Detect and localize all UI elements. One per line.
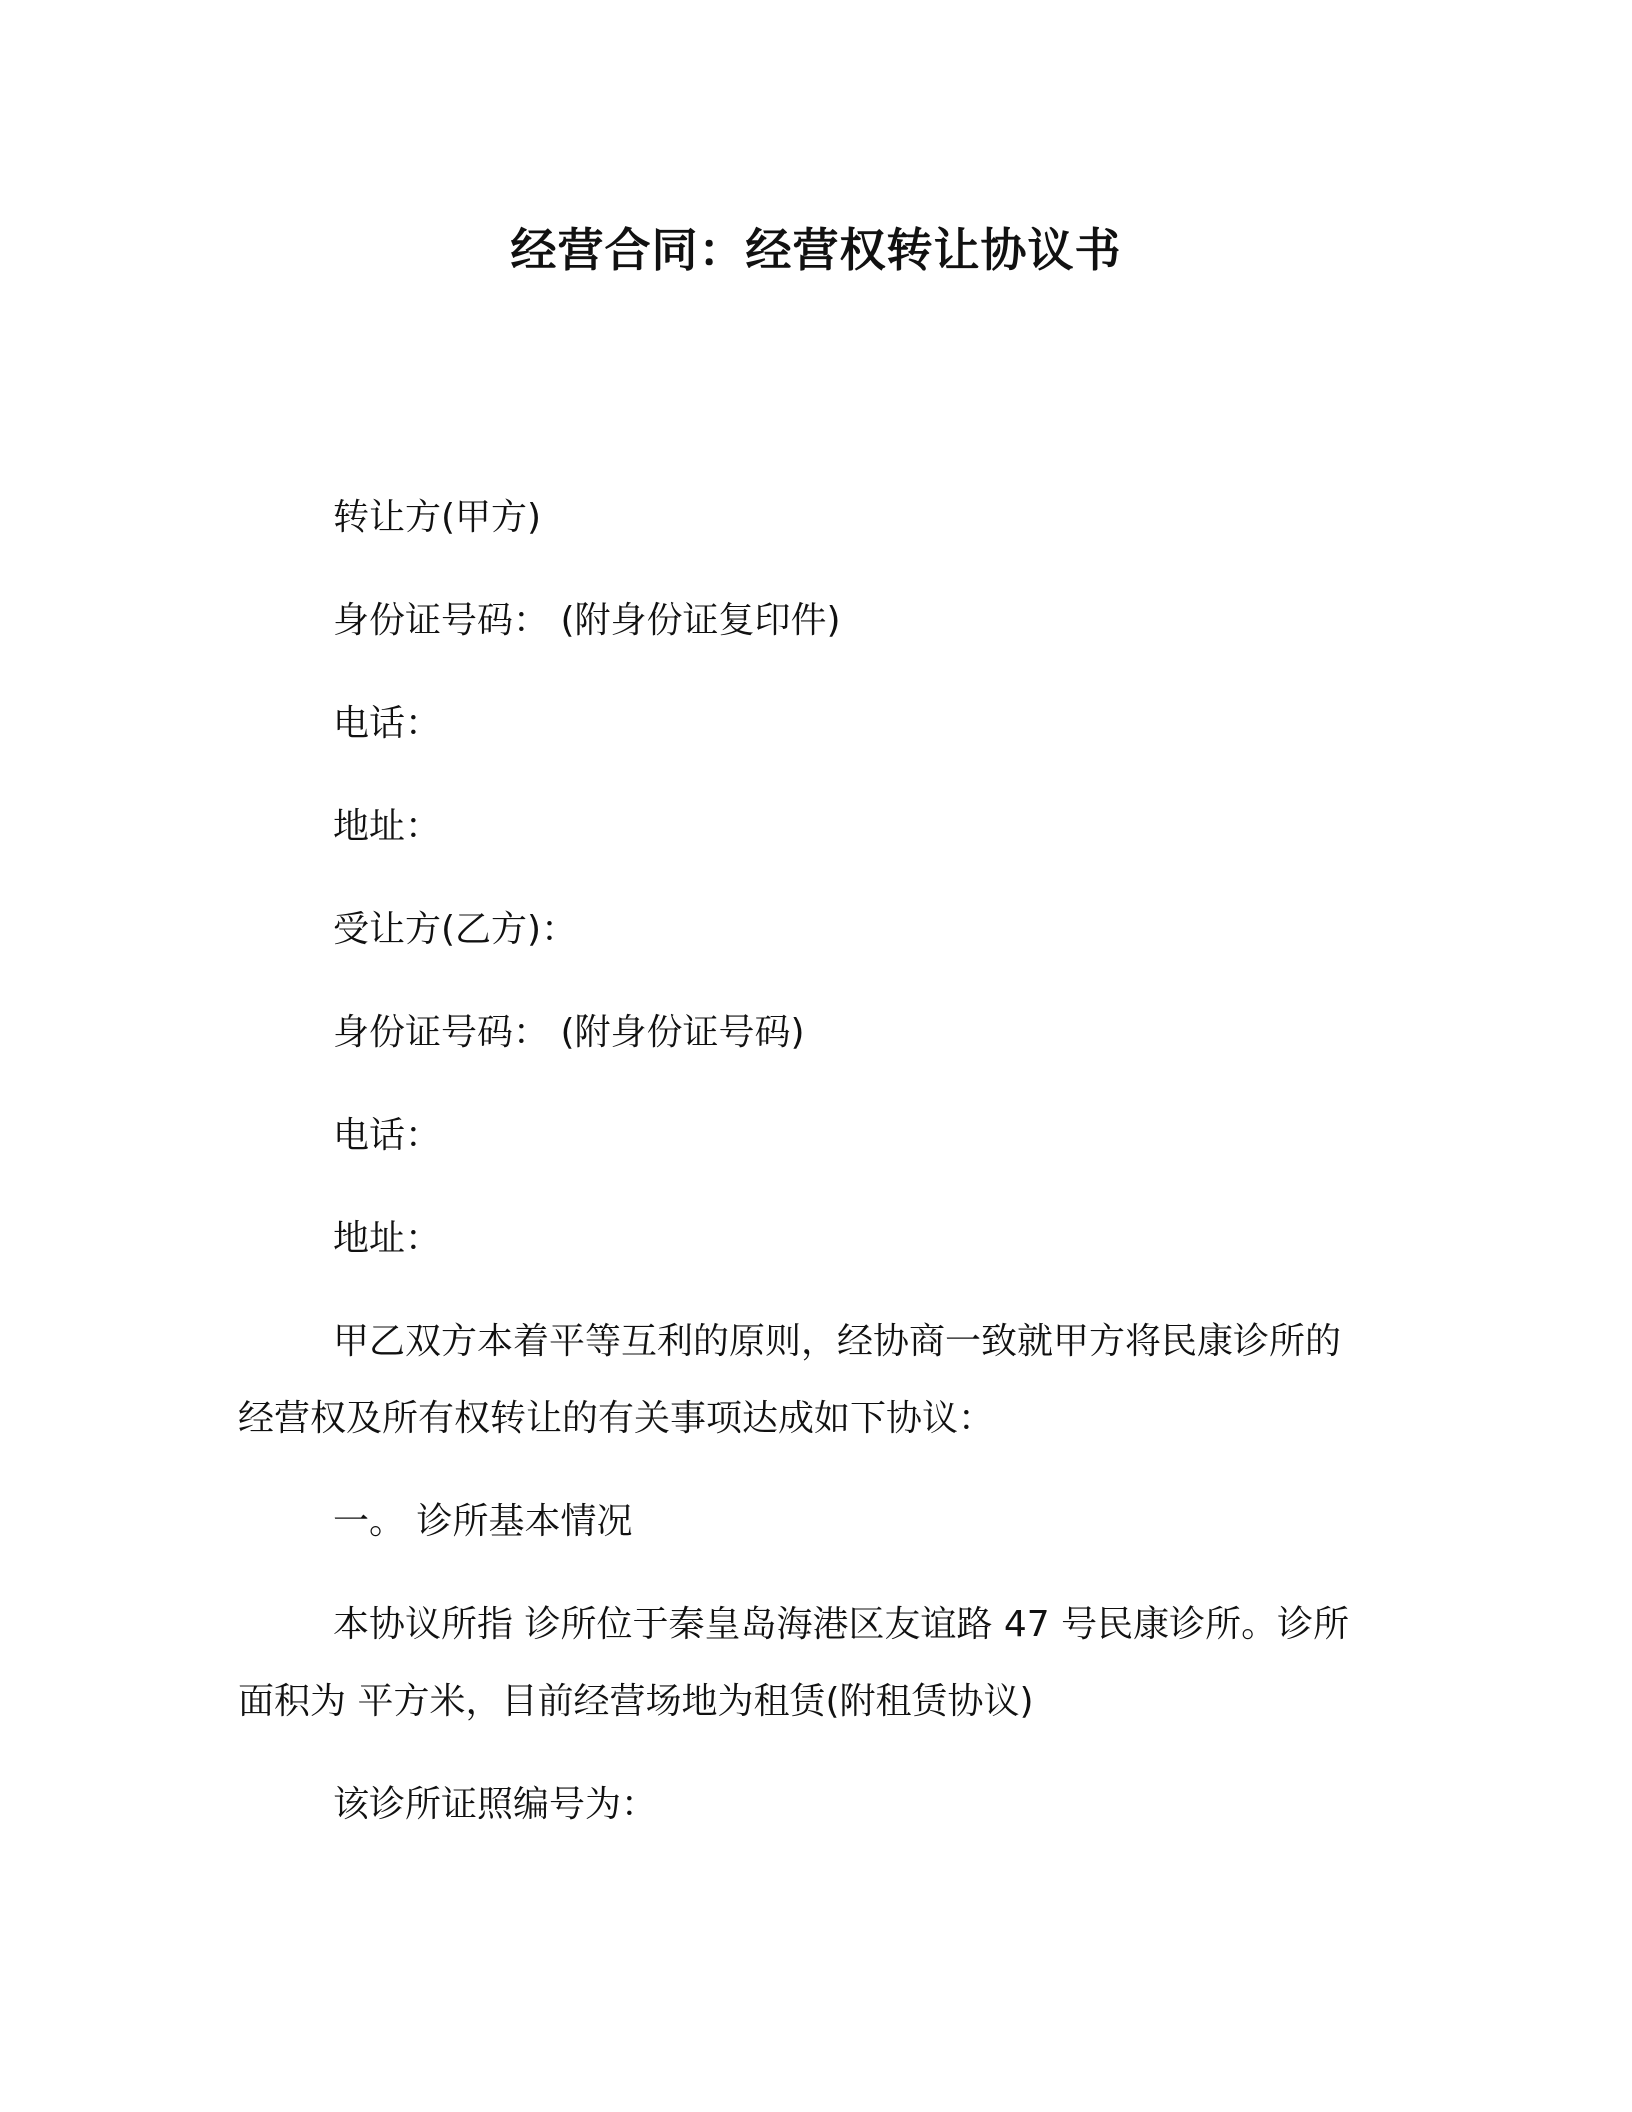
clinic-paragraph-line-2: 面积为 平方米，目前经营场地为租赁(附租赁协议) (238, 1681, 1034, 1722)
agreement-paragraph-line-2: 经营权及所有权转让的有关事项达成如下协议： (238, 1398, 995, 1439)
transferor-label: 转让方(甲方) (333, 497, 542, 538)
clinic-paragraph-line-1: 本协议所指 诊所位于秦皇岛海港区友谊路 47 号民康诊所。诊所 (333, 1604, 1350, 1645)
document-title: 经营合同：经营权转让协议书 (510, 223, 1122, 277)
transferee-address: 地址： (333, 1218, 442, 1259)
agreement-paragraph-line-1: 甲乙双方本着平等互利的原则，经协商一致就甲方将民康诊所的 (333, 1321, 1342, 1362)
transferee-phone: 电话： (333, 1115, 442, 1156)
license-number-line: 该诊所证照编号为： (333, 1784, 658, 1825)
transferee-label: 受让方(乙方)： (333, 909, 578, 950)
section-heading-clinic-info: 一。 诊所基本情况 (333, 1501, 633, 1542)
transferee-id-number: 身份证号码： (附身份证号码) (333, 1012, 805, 1053)
transferor-id-number: 身份证号码： (附身份证复印件) (333, 600, 841, 641)
transferor-address: 地址： (333, 806, 442, 847)
transferor-phone: 电话： (333, 703, 442, 744)
